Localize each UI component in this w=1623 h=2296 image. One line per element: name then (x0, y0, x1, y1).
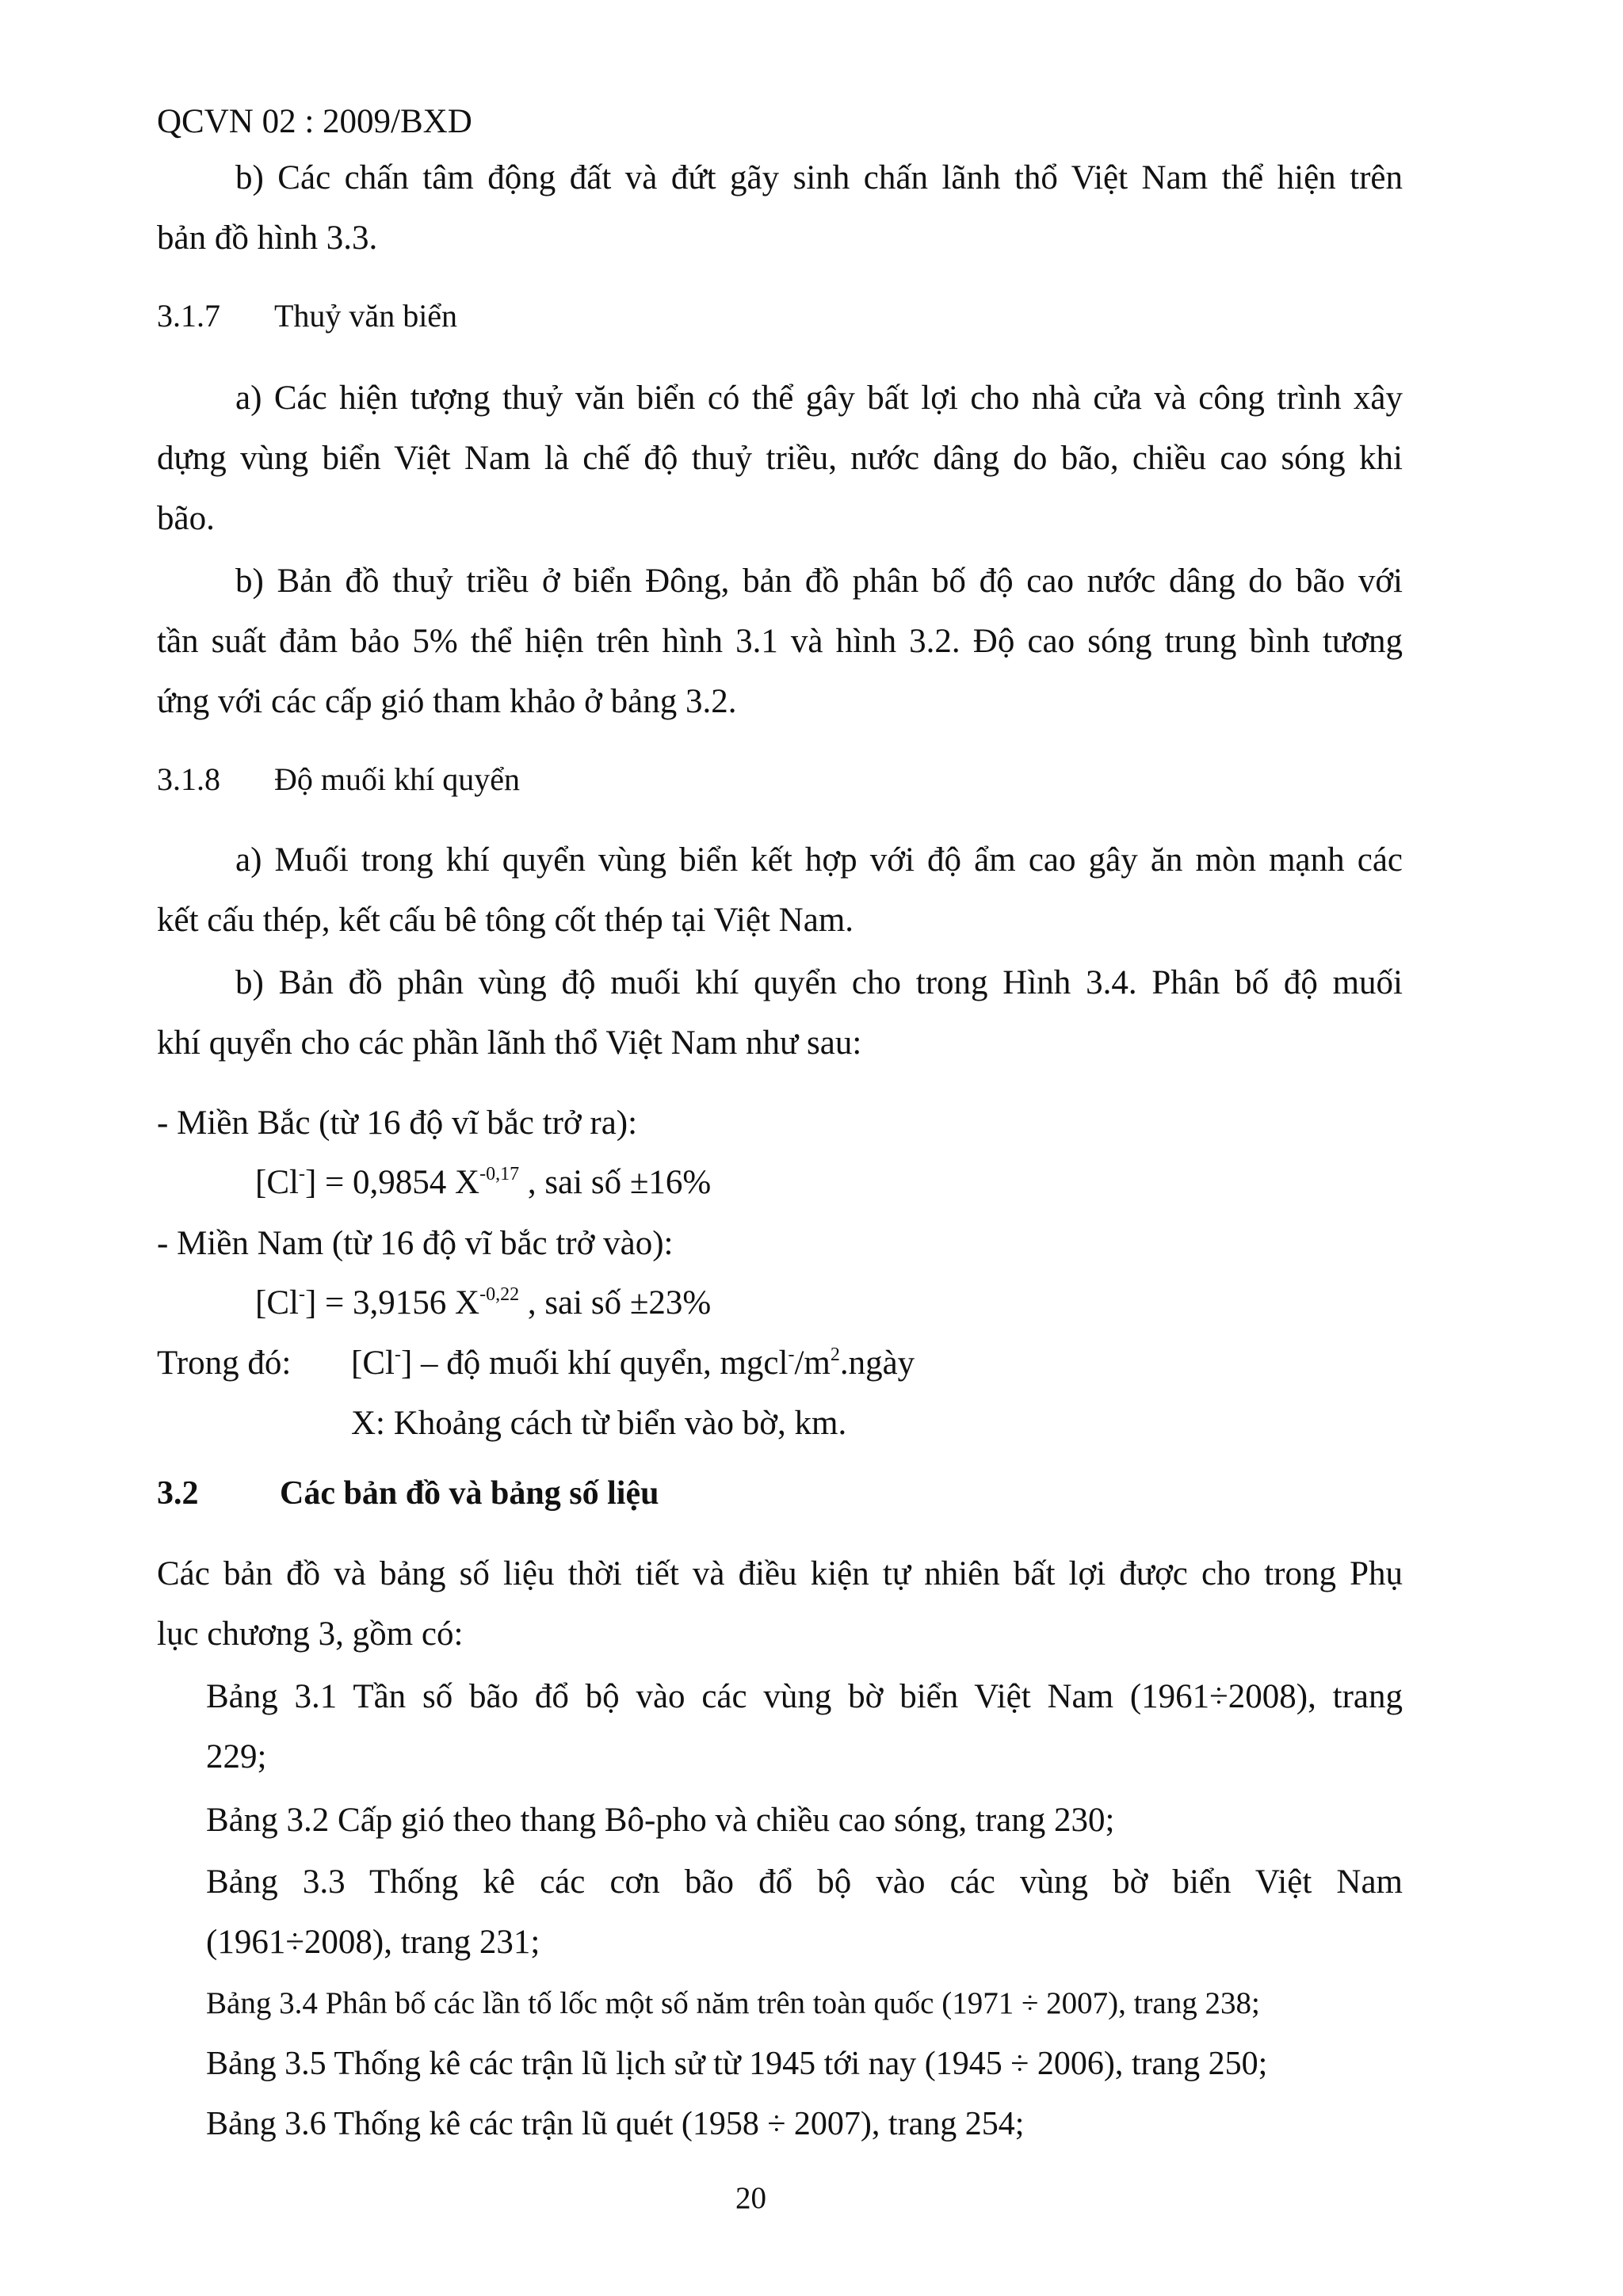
table-ref-3-5: Bảng 3.5 Thống kê các trận lũ lịch sử từ 1945 tới nay (1945 ÷ 2006), trang 250; (206, 2046, 1268, 2082)
where-label: Trong đó: (157, 1344, 292, 1382)
paragraph-line: kết cấu thép, kết cấu bê tông cốt thép tại Việt Nam. (157, 902, 854, 939)
document-header: QCVN 02 : 2009/BXD (157, 103, 472, 140)
south-formula: [Cl-] = 3,9156 $X^{-0,22}$ , sai số ±23% (255, 1283, 712, 1322)
north-region-label: - Miền Bắc (từ 16 độ vĩ bắc trở ra): (157, 1104, 638, 1142)
section-number: 3.1.8 (157, 761, 220, 797)
south-region-label: - Miền Nam (từ 16 độ vĩ bắc trở vào): (157, 1225, 674, 1262)
section-heading-3-1-7 (157, 297, 457, 335)
table-ref-3-4: Bảng 3.4 Phân bố các lần tố lốc một số năm trên toàn quốc (1971 ÷ 2007), trang 238; (206, 1986, 1260, 2020)
table-ref-3-1-cont: 229; (206, 1738, 267, 1775)
paragraph-line: ứng với các cấp gió tham khảo ở bảng 3.2. (157, 683, 737, 720)
paragraph-line: bão. (157, 500, 215, 537)
paragraph-line: Các bản đồ và bảng số liệu thời tiết và điều kiện tự nhiên bất lợi được cho trong Phụ (157, 1555, 1403, 1592)
paragraph-line: khí quyển cho các phần lãnh thổ Việt Nam như sau: (157, 1024, 862, 1062)
table-ref-3-6: Bảng 3.6 Thống kê các trận lũ quét (1958 ÷ 2007), trang 254; (206, 2106, 1025, 2142)
page-number: 20 (735, 2181, 766, 2215)
section-heading-3-1-8 (157, 761, 520, 799)
section-title: Độ muối khí quyển (274, 761, 520, 797)
section-title: Các bản đồ và bảng số liệu (280, 1475, 659, 1512)
paragraph-line: b) Các chấn tâm động đất và đứt gãy sinh chấn lãnh thổ Việt Nam thể hiện trên (235, 159, 1403, 196)
paragraph-line: a) Các hiện tượng thuỷ văn biển có thể gây bất lợi cho nhà cửa và công trình xây (235, 379, 1403, 417)
paragraph-line: b) Bản đồ phân vùng độ muối khí quyển cho trong Hình 3.4. Phân bố độ muối (235, 964, 1403, 1001)
paragraph-line: lục chương 3, gồm có: (157, 1615, 464, 1653)
paragraph-line: tần suất đảm bảo 5% thể hiện trên hình 3.1 và hình 3.2. Độ cao sóng trung bình tương (157, 623, 1403, 660)
paragraph-line: bản đồ hình 3.3. (157, 219, 378, 257)
section-title: Thuỷ văn biển (274, 298, 458, 334)
table-ref-3-2: Bảng 3.2 Cấp gió theo thang Bô-pho và chiều cao sóng, trang 230; (206, 1802, 1115, 1839)
north-formula: [Cl-] = 0,9854 $X^{-0,17}$ , sai số ±16% (255, 1163, 712, 1201)
x-definition: X: Khoảng cách từ biển vào bờ, km. (351, 1405, 847, 1442)
table-ref-3-3: Bảng 3.3 Thống kê các cơn bão đổ bộ vào các vùng bờ biển Việt Nam (206, 1863, 1403, 1901)
paragraph-line: b) Bản đồ thuỷ triều ở biển Đông, bản đồ phân bố độ cao nước dâng do bão với (235, 563, 1403, 600)
where-definition: Trong đó: [Cl-] – độ muối khí quyển, $mgcl^-/m^2.ngày$ (157, 1343, 915, 1384)
section-number: 3.2 (157, 1475, 199, 1512)
section-heading-3-2 (157, 1474, 659, 1513)
paragraph-line: a) Muối trong khí quyển vùng biển kết hợp với độ ẩm cao gây ăn mòn mạnh các (235, 841, 1403, 879)
table-ref-3-1: Bảng 3.1 Tần số bão đổ bộ vào các vùng bờ biển Việt Nam (1961÷2008), trang (206, 1678, 1403, 1715)
section-number: 3.1.7 (157, 298, 220, 334)
table-ref-3-3-cont: (1961÷2008), trang 231; (206, 1924, 540, 1961)
paragraph-line: dựng vùng biển Việt Nam là chế độ thuỷ triều, nước dâng do bão, chiều cao sóng khi (157, 440, 1403, 477)
